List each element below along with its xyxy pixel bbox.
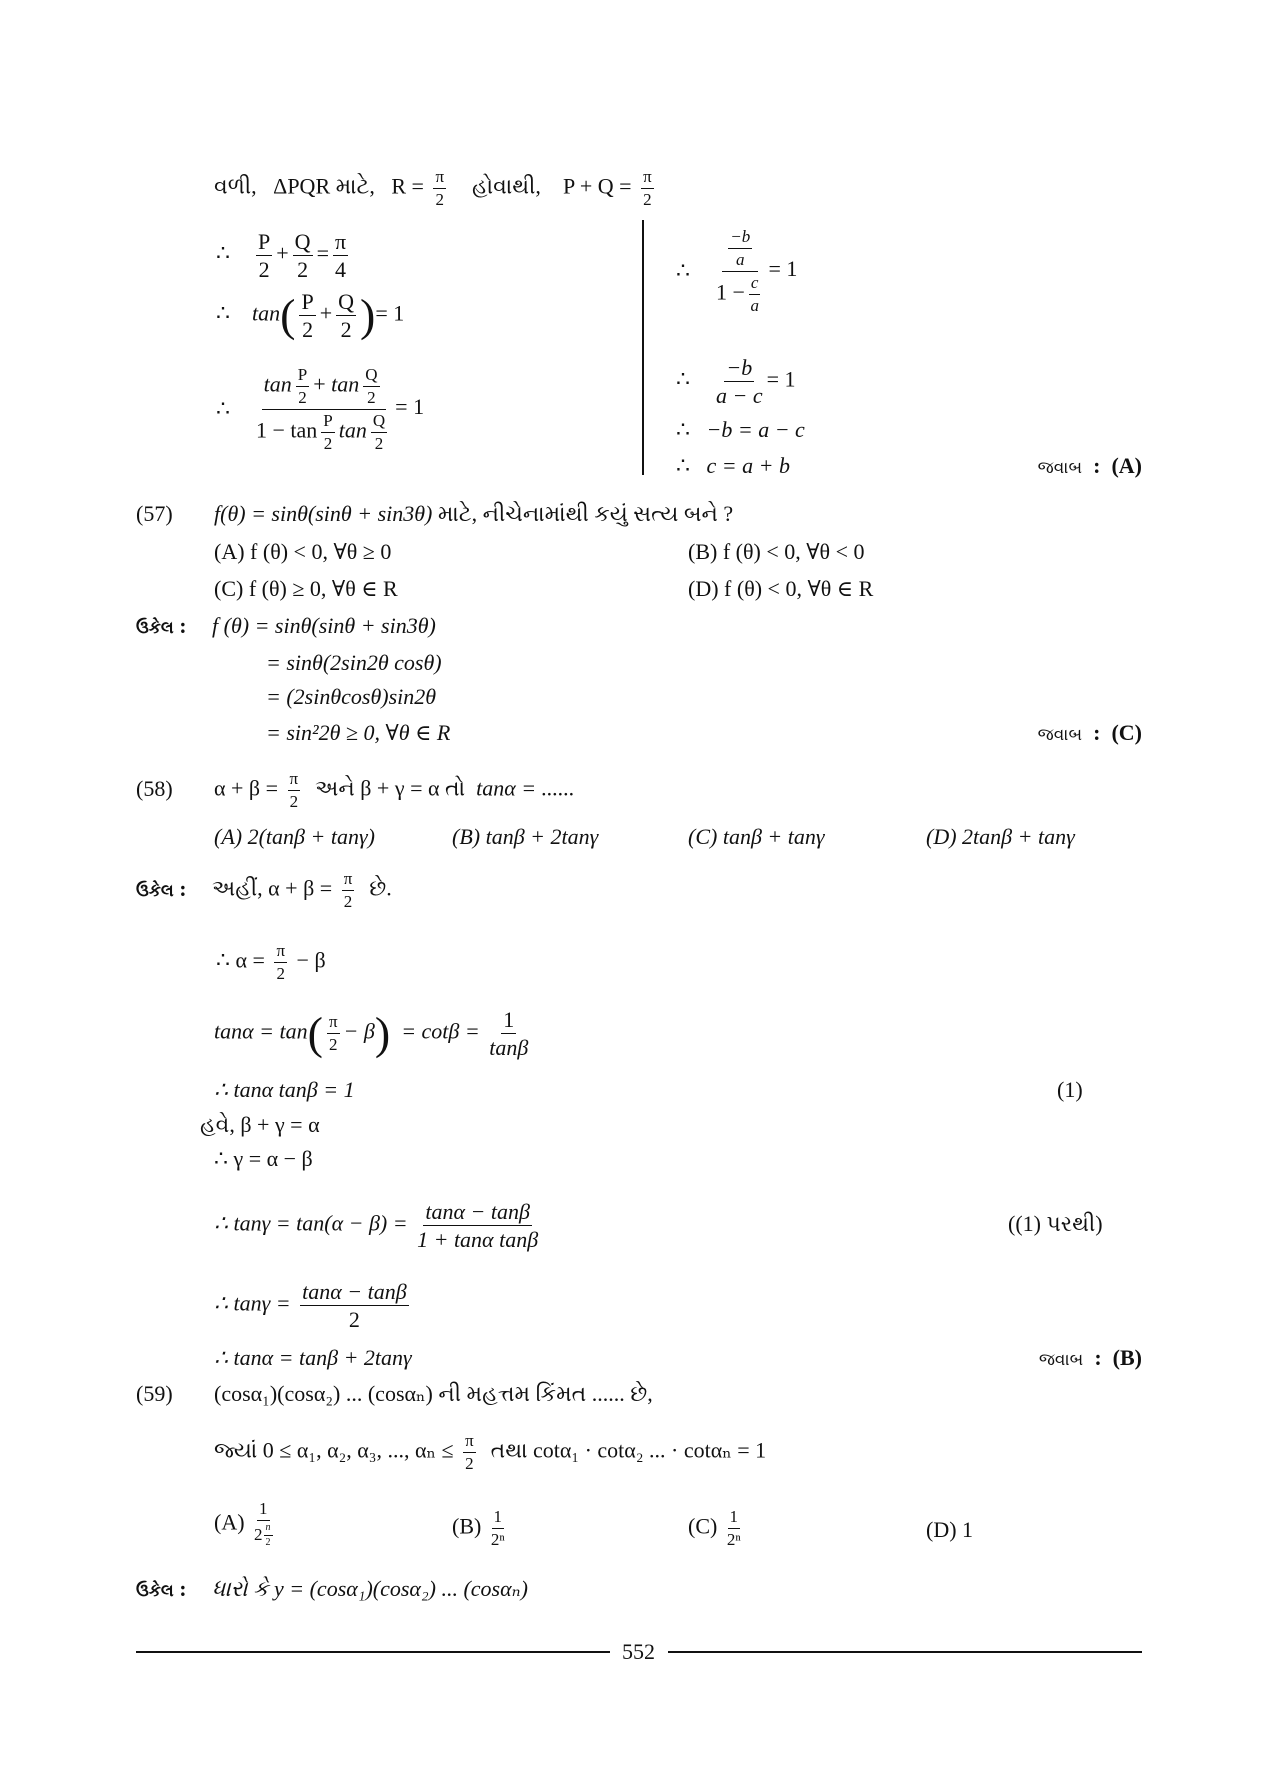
- q58-number: (58): [136, 776, 173, 801]
- footer-rule-right: [668, 1651, 1142, 1653]
- intro-text-4: હોવાથી,: [472, 173, 541, 199]
- q58-option-b: (B) tanβ + 2tanγ: [452, 824, 599, 849]
- q-over-2: $\frac{Q}{2}$: [294, 229, 311, 283]
- q59-condition: જ્યાં 0 ≤ α₁, α₂, α₃, ..., αₙ ≤ $\frac{\pi}{2}$ તથા cotα₁ · cotα₂ ... · cotαₙ = 1: [214, 1431, 767, 1473]
- q59-option-b: (B) $\frac{1}{\text{2ⁿ}}$: [452, 1507, 505, 1549]
- pi-over-4: $\frac{\pi}{4}$: [334, 229, 347, 283]
- q58-sol-line-5: ∴ γ = α − β: [214, 1146, 313, 1171]
- answer-a: જવાબ : (A): [1037, 453, 1142, 478]
- q58-sol-line-3: ∴ tanα tanβ = 1: [214, 1077, 355, 1102]
- page-number: 552: [622, 1639, 655, 1664]
- q57-solution-label: ઉકેલ :: [136, 613, 187, 638]
- tan-half-angle-fraction: tan $\frac{P}{2}$ + tan $\frac{Q}{2}$ 1 − tan $\frac{P}{2}$ tan $\frac{Q}{2}$: [256, 365, 386, 453]
- q57-sol-line-1: f (θ) = sinθ(sinθ + sin3θ): [212, 613, 436, 638]
- answer-b: જવાબ : (B): [1038, 1345, 1142, 1370]
- q58-sol-line-4: હવે, β + γ = α: [200, 1112, 320, 1137]
- q58-ref-2: ((1) પરથી): [1008, 1211, 1103, 1236]
- q58-option-c: (C) tanβ + tanγ: [688, 824, 825, 849]
- q57-sol-line-4: = sin²2θ ≥ 0, ∀θ ∈ R: [266, 720, 451, 745]
- left-eq-2: ∴ tan( $\frac{P}{2}$ + $\frac{Q}{2}$ )= 1: [216, 289, 405, 343]
- left-eq-3: ∴ tan $\frac{P}{2}$ + tan $\frac{Q}{2}$ 1 − tan $\frac{P}{2}$ tan $\frac{Q}{2}$ = 1: [216, 365, 425, 453]
- column-divider: [642, 220, 644, 475]
- q57-sol-line-2: = sinθ(2sin2θ cosθ): [266, 650, 442, 675]
- right-eq-2: ∴ $\frac{-b}{a - c}$ = 1: [676, 355, 796, 409]
- q59-option-c: (C) $\frac{1}{\text{2ⁿ}}$: [688, 1507, 741, 1549]
- q57-sol-line-3: = (2sinθcosθ)sin2θ: [266, 684, 437, 709]
- q59-option-a: (A) 1 2 $\frac{n}{2}$: [214, 1499, 271, 1549]
- intro-text-2: ΔPQR માટે,: [273, 173, 375, 199]
- q58-sol-line-1: ∴ α = $\frac{\pi}{2}$ − β: [216, 941, 326, 983]
- q59-sol-line-1: ધારો કે y = (cosα₁)(cosα₂) ... (cosαₙ): [212, 1576, 528, 1601]
- compound-fraction: $\frac{-b}{a}$ 1 − $\frac{c}{a}$: [716, 227, 759, 315]
- pi-over-2: $\frac{\pi}{2}$: [643, 167, 652, 209]
- intro-text-3: R =: [391, 173, 424, 199]
- left-eq-1: ∴ $\frac{P}{2}$ + $\frac{Q}{2}$ = $\frac{\pi}{4}$: [216, 229, 347, 283]
- right-eq-1: ∴ $\frac{-b}{a}$ 1 − $\frac{c}{a}$ = 1: [676, 227, 798, 315]
- q58-sol-line-6: ∴ tanγ = tan(α − β) = $\frac{\tan\alpha - \tan\beta}{\text{1 + tanα tanβ}}$: [214, 1199, 539, 1253]
- q59-number: (59): [136, 1381, 173, 1406]
- q58-ref-1: (1): [1057, 1077, 1083, 1102]
- right-eq-3: ∴ −b = a − c: [676, 417, 805, 442]
- q57-stem: f(θ) = sinθ(sinθ + sin3θ) માટે, નીચેનામાંથી કયું સત્ય બને ?: [214, 501, 734, 526]
- q57-number: (57): [136, 501, 173, 526]
- q58-sol-line-7: ∴ tanγ = $\frac{\tan\alpha - \tan\beta}{2}$: [214, 1279, 407, 1333]
- q58-option-a: (A) 2(tanβ + tanγ): [214, 824, 375, 849]
- q58-solution-label: ઉકેલ :: [136, 876, 187, 901]
- q59-option-d: (D) 1: [926, 1517, 974, 1542]
- q59-solution-label: ઉકેલ :: [136, 1576, 187, 1601]
- q57-option-a: (A) f (θ) < 0, ∀θ ≥ 0: [214, 539, 392, 564]
- q58-option-d: (D) 2tanβ + tanγ: [926, 824, 1075, 849]
- q57-option-d: (D) f (θ) < 0, ∀θ ∈ R: [688, 576, 874, 601]
- answer-c: જવાબ : (C): [1037, 720, 1142, 745]
- intro-text-1: વળી,: [214, 173, 257, 199]
- q58-sol-intro: અહીં, α + β = $\frac{\pi}{2}$ છે.: [212, 869, 392, 911]
- intro-line: [214, 168, 658, 209]
- p-over-2: $\frac{P}{2}$: [258, 229, 271, 283]
- q58-sol-line-8: ∴ tanα = tanβ + 2tanγ: [214, 1345, 412, 1370]
- q58-stem: α + β = $\frac{\pi}{2}$ અને β + γ = α તો tanα = ......: [214, 769, 575, 811]
- pi-over-2: $\frac{\pi}{2}$: [435, 167, 445, 209]
- q58-sol-line-2: tanα = tan( $\frac{\pi}{2}$ − β) = cotβ = $\frac{1}{\tan\beta}$: [214, 1007, 529, 1061]
- q57-option-b: (B) f (θ) < 0, ∀θ < 0: [688, 539, 865, 564]
- q59-stem: (cosα₁)(cosα₂) ... (cosαₙ) ની મહત્તમ કિંમત ...... છે,: [214, 1381, 653, 1406]
- q57-option-c: (C) f (θ) ≥ 0, ∀θ ∈ R: [214, 576, 398, 601]
- intro-text-5: P + Q =: [562, 173, 632, 199]
- footer-rule-left: [136, 1651, 610, 1653]
- right-eq-4: ∴ c = a + b: [676, 453, 790, 478]
